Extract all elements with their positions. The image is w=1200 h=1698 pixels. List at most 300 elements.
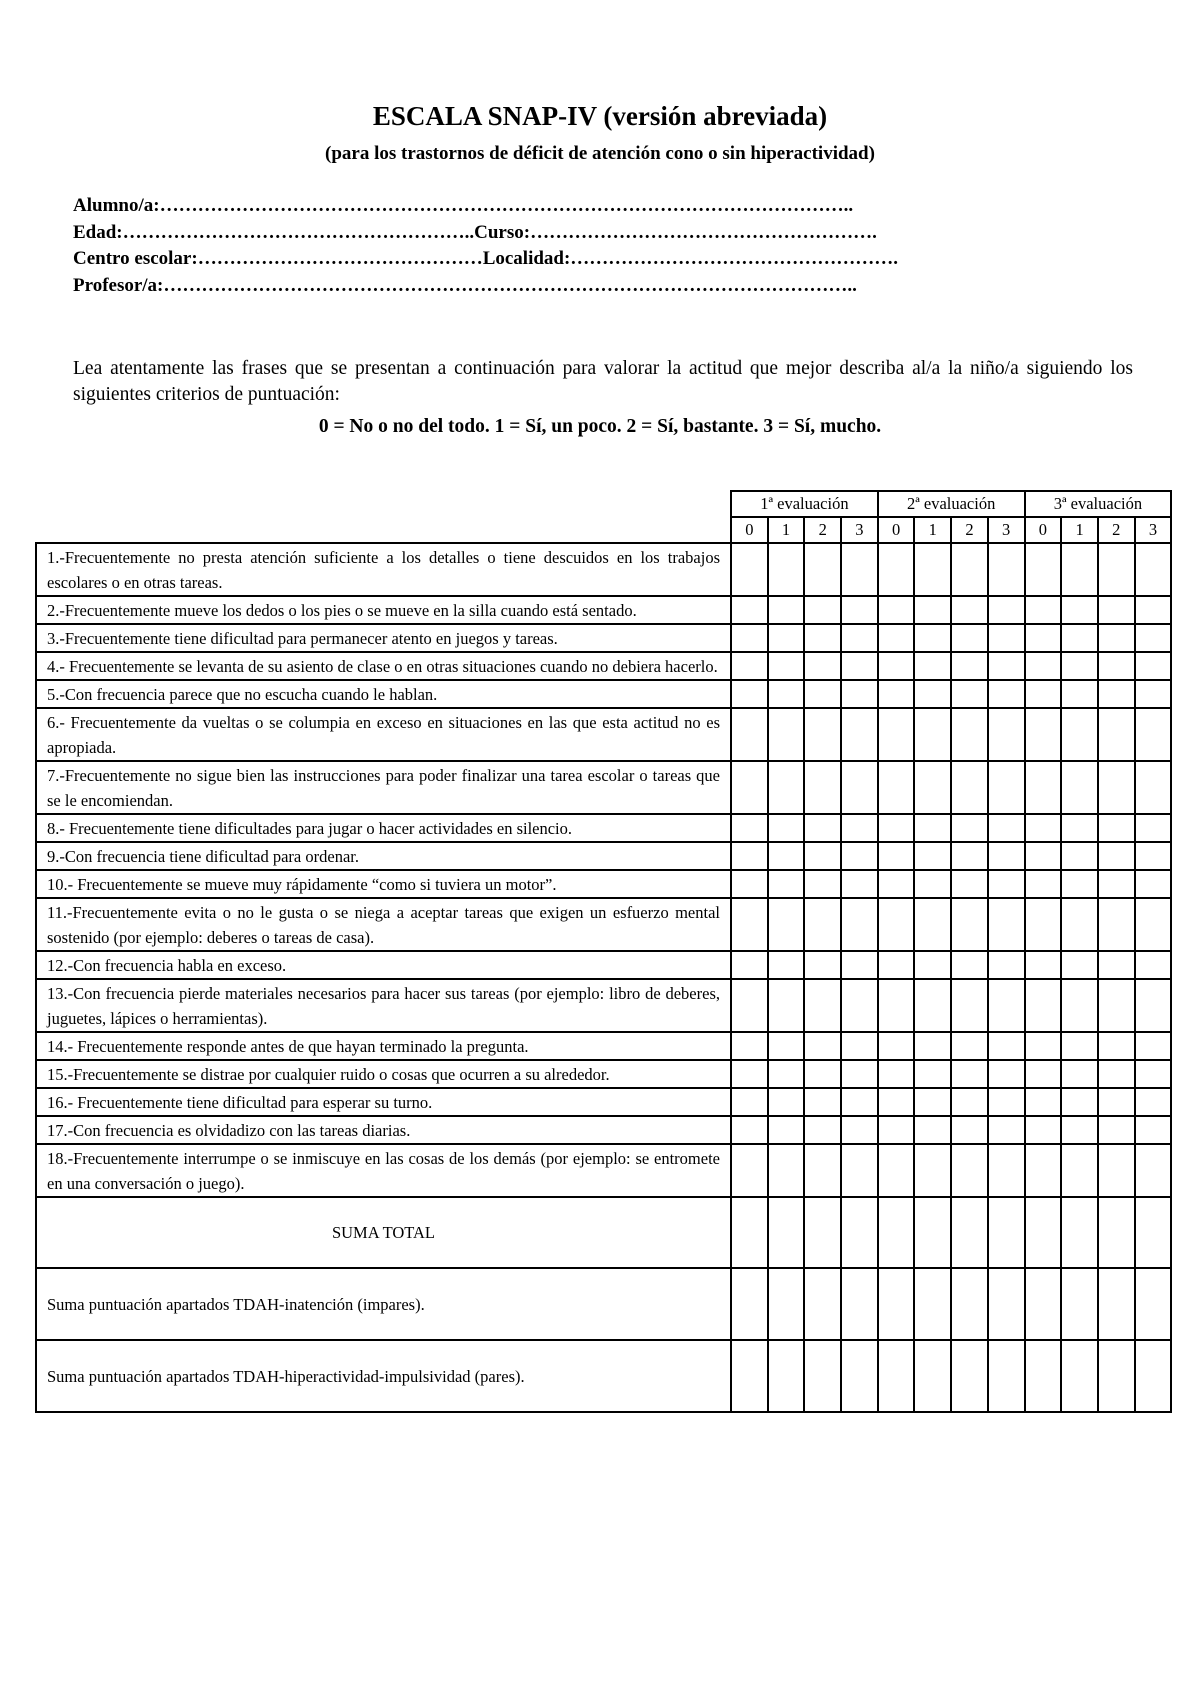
evaluation-header-row	[36, 491, 1171, 517]
score-cell[interactable]	[878, 596, 915, 624]
item-text: 12.-Con frecuencia habla en exceso.	[36, 951, 731, 979]
score-cell[interactable]	[804, 680, 841, 708]
score-cell[interactable]	[988, 652, 1025, 680]
score-cell[interactable]	[951, 1032, 988, 1060]
item-text: 6.- Frecuentemente da vueltas o se columpia en exceso en situaciones en las que esta actitud no es apropiada.	[36, 708, 731, 761]
score-cell[interactable]	[768, 596, 805, 624]
score-cell[interactable]	[1135, 624, 1172, 652]
score-cell[interactable]	[951, 979, 988, 1032]
score-cell[interactable]	[1061, 842, 1098, 870]
item-text: 8.- Frecuentemente tiene dificultades para jugar o hacer actividades en silencio.	[36, 814, 731, 842]
item-text: 4.- Frecuentemente se levanta de su asiento de clase o en otras situaciones cuando no debiera hacerlo.	[36, 652, 731, 680]
score-cell[interactable]	[768, 898, 805, 951]
score-cell[interactable]	[841, 680, 878, 708]
score-cell[interactable]	[914, 708, 951, 761]
score-cell[interactable]	[768, 624, 805, 652]
score-cell[interactable]	[951, 1116, 988, 1144]
score-cell[interactable]	[1061, 1197, 1098, 1268]
score-cell[interactable]	[804, 596, 841, 624]
score-cell[interactable]	[988, 814, 1025, 842]
score-label: 0	[878, 517, 915, 543]
score-cell[interactable]	[988, 842, 1025, 870]
score-cell[interactable]	[1135, 842, 1172, 870]
score-cell[interactable]	[1098, 1268, 1135, 1340]
score-cell[interactable]	[1135, 1116, 1172, 1144]
score-cell[interactable]	[1025, 1060, 1062, 1088]
score-cell[interactable]	[951, 814, 988, 842]
score-cell[interactable]	[1098, 1116, 1135, 1144]
score-cell[interactable]	[914, 761, 951, 814]
score-cell[interactable]	[1098, 870, 1135, 898]
score-cell[interactable]	[988, 596, 1025, 624]
score-cell[interactable]	[1025, 652, 1062, 680]
score-cell[interactable]	[1061, 951, 1098, 979]
score-cell[interactable]	[988, 898, 1025, 951]
score-cell[interactable]	[1061, 979, 1098, 1032]
score-cell[interactable]	[1135, 979, 1172, 1032]
score-cell[interactable]	[804, 870, 841, 898]
score-cell[interactable]	[878, 1144, 915, 1197]
score-cell[interactable]	[731, 1340, 768, 1412]
profesor-field[interactable]: Profesor/a:………………………………………………………………………………………………..	[73, 274, 857, 296]
score-cell[interactable]	[731, 596, 768, 624]
score-cell[interactable]	[1135, 680, 1172, 708]
score-cell[interactable]	[731, 1032, 768, 1060]
table-row	[36, 680, 1171, 708]
score-cell[interactable]	[804, 1340, 841, 1412]
score-cell[interactable]	[731, 1060, 768, 1088]
score-cell[interactable]	[988, 708, 1025, 761]
score-cell[interactable]	[1135, 708, 1172, 761]
score-cell[interactable]	[1098, 652, 1135, 680]
score-cell[interactable]	[1061, 652, 1098, 680]
score-cell[interactable]	[878, 624, 915, 652]
score-label: 1	[768, 517, 805, 543]
score-cell[interactable]	[804, 708, 841, 761]
score-cell[interactable]	[914, 1032, 951, 1060]
score-cell[interactable]	[1025, 1088, 1062, 1116]
score-cell[interactable]	[914, 979, 951, 1032]
score-cell[interactable]	[804, 1088, 841, 1116]
score-cell[interactable]	[1025, 814, 1062, 842]
score-cell[interactable]	[878, 543, 915, 596]
score-cell[interactable]	[914, 842, 951, 870]
score-cell[interactable]	[1098, 842, 1135, 870]
score-cell[interactable]	[878, 1268, 915, 1340]
score-cell[interactable]	[988, 979, 1025, 1032]
score-cell[interactable]	[804, 652, 841, 680]
score-cell[interactable]	[731, 814, 768, 842]
score-label: 2	[951, 517, 988, 543]
score-cell[interactable]	[1025, 898, 1062, 951]
score-cell[interactable]	[1061, 624, 1098, 652]
item-text: 3.-Frecuentemente tiene dificultad para permanecer atento en juegos y tareas.	[36, 624, 731, 652]
score-cell[interactable]	[841, 1088, 878, 1116]
score-cell[interactable]	[1025, 1340, 1062, 1412]
score-cell[interactable]	[1061, 898, 1098, 951]
score-cell[interactable]	[1025, 1268, 1062, 1340]
score-cell[interactable]	[951, 708, 988, 761]
table-row	[36, 951, 1171, 979]
score-cell[interactable]	[1061, 1340, 1098, 1412]
score-cell[interactable]	[1098, 814, 1135, 842]
score-cell[interactable]	[804, 951, 841, 979]
score-cell[interactable]	[914, 1144, 951, 1197]
score-cell[interactable]	[951, 870, 988, 898]
score-cell[interactable]	[768, 870, 805, 898]
score-cell[interactable]	[878, 1032, 915, 1060]
score-cell[interactable]	[1098, 543, 1135, 596]
score-cell[interactable]	[1061, 1268, 1098, 1340]
score-cell[interactable]	[1061, 1116, 1098, 1144]
score-cell[interactable]	[951, 951, 988, 979]
score-cell[interactable]	[1061, 680, 1098, 708]
score-cell[interactable]	[841, 543, 878, 596]
score-cell[interactable]	[731, 680, 768, 708]
score-cell[interactable]	[988, 1268, 1025, 1340]
score-cell[interactable]	[731, 624, 768, 652]
score-cell[interactable]	[1135, 1144, 1172, 1197]
score-cell[interactable]	[731, 1088, 768, 1116]
suma-total-label: SUMA TOTAL	[36, 1197, 731, 1268]
score-cell[interactable]	[914, 1060, 951, 1088]
score-cell[interactable]	[1135, 596, 1172, 624]
score-cell[interactable]	[768, 1268, 805, 1340]
score-cell[interactable]	[988, 1340, 1025, 1412]
score-cell[interactable]	[1025, 708, 1062, 761]
score-cell[interactable]	[768, 761, 805, 814]
score-cell[interactable]	[1025, 979, 1062, 1032]
score-cell[interactable]	[914, 1116, 951, 1144]
score-cell[interactable]	[1098, 1197, 1135, 1268]
table-row	[36, 761, 1171, 814]
score-cell[interactable]	[914, 624, 951, 652]
score-cell[interactable]	[841, 814, 878, 842]
score-cell[interactable]	[1061, 870, 1098, 898]
score-cell[interactable]	[951, 1060, 988, 1088]
score-cell[interactable]	[1135, 761, 1172, 814]
score-cell[interactable]	[804, 1060, 841, 1088]
score-cell[interactable]	[768, 951, 805, 979]
score-cell[interactable]	[878, 1088, 915, 1116]
score-cell[interactable]	[1025, 624, 1062, 652]
score-cell[interactable]	[988, 951, 1025, 979]
score-cell[interactable]	[731, 708, 768, 761]
score-cell[interactable]	[768, 708, 805, 761]
score-cell[interactable]	[951, 680, 988, 708]
score-cell[interactable]	[1061, 1032, 1098, 1060]
score-cell[interactable]	[951, 652, 988, 680]
score-cell[interactable]	[1135, 898, 1172, 951]
item-text: 16.- Frecuentemente tiene dificultad para esperar su turno.	[36, 1088, 731, 1116]
score-cell[interactable]	[768, 1088, 805, 1116]
score-cell[interactable]	[914, 1268, 951, 1340]
evaluation-1-header: 1ª evaluación	[731, 491, 878, 517]
score-cell[interactable]	[878, 708, 915, 761]
score-cell[interactable]	[914, 680, 951, 708]
score-cell[interactable]	[988, 761, 1025, 814]
centro-localidad-field[interactable]: Centro escolar:………………………………………Localidad:…………………………………………….	[73, 248, 899, 269]
score-cell[interactable]	[1025, 680, 1062, 708]
score-label: 3	[1135, 517, 1172, 543]
score-cell[interactable]	[878, 898, 915, 951]
score-cell[interactable]	[1098, 898, 1135, 951]
score-cell[interactable]	[1098, 680, 1135, 708]
score-cell[interactable]	[1025, 951, 1062, 979]
score-cell[interactable]	[914, 870, 951, 898]
table-row	[36, 1144, 1171, 1197]
score-cell[interactable]	[1135, 1060, 1172, 1088]
score-cell[interactable]	[804, 1144, 841, 1197]
score-cell[interactable]	[768, 1116, 805, 1144]
score-cell[interactable]	[768, 1197, 805, 1268]
table-row	[36, 652, 1171, 680]
score-cell[interactable]	[804, 1268, 841, 1340]
score-cell[interactable]	[1098, 1144, 1135, 1197]
score-cell[interactable]	[841, 652, 878, 680]
score-cell[interactable]	[768, 1060, 805, 1088]
score-cell[interactable]	[951, 1197, 988, 1268]
score-cell[interactable]	[731, 1197, 768, 1268]
score-cell[interactable]	[1025, 1032, 1062, 1060]
score-cell[interactable]	[804, 761, 841, 814]
score-cell[interactable]	[1098, 1060, 1135, 1088]
score-cell[interactable]	[841, 596, 878, 624]
score-cell[interactable]	[841, 1340, 878, 1412]
score-cell[interactable]	[1135, 1340, 1172, 1412]
score-cell[interactable]	[951, 543, 988, 596]
score-cell[interactable]	[951, 596, 988, 624]
score-cell[interactable]	[1098, 1088, 1135, 1116]
score-cell[interactable]	[1098, 1032, 1135, 1060]
score-cell[interactable]	[804, 979, 841, 1032]
score-cell[interactable]	[1025, 761, 1062, 814]
score-cell[interactable]	[841, 951, 878, 979]
score-cell[interactable]	[988, 1197, 1025, 1268]
page-title: ESCALA SNAP-IV (versión abreviada)	[372, 101, 828, 131]
score-cell[interactable]	[951, 842, 988, 870]
score-cell[interactable]	[768, 842, 805, 870]
score-cell[interactable]	[841, 1032, 878, 1060]
score-cell[interactable]	[1061, 596, 1098, 624]
score-cell[interactable]	[731, 543, 768, 596]
score-cell[interactable]	[1098, 624, 1135, 652]
score-cell[interactable]	[988, 1060, 1025, 1088]
score-cell[interactable]	[951, 898, 988, 951]
score-cell[interactable]	[1061, 708, 1098, 761]
item-text: 7.-Frecuentemente no sigue bien las instrucciones para poder finalizar una tarea escolar o tareas que se le encomiendan.	[36, 761, 731, 814]
score-cell[interactable]	[1098, 951, 1135, 979]
item-text: 14.- Frecuentemente responde antes de que hayan terminado la pregunta.	[36, 1032, 731, 1060]
evaluation-3-header: 3ª evaluación	[1025, 491, 1172, 517]
score-cell[interactable]	[841, 842, 878, 870]
score-cell[interactable]	[731, 761, 768, 814]
score-cell[interactable]	[878, 979, 915, 1032]
score-cell[interactable]	[1135, 951, 1172, 979]
item-text: 10.- Frecuentemente se mueve muy rápidamente “como si tuviera un motor”.	[36, 870, 731, 898]
score-cell[interactable]	[878, 1197, 915, 1268]
score-cell[interactable]	[914, 1340, 951, 1412]
page-subtitle: (para los trastornos de déficit de atención cono o sin hiperactividad)	[325, 143, 875, 164]
score-cell[interactable]	[878, 680, 915, 708]
score-cell[interactable]	[878, 761, 915, 814]
score-cell[interactable]	[841, 1060, 878, 1088]
score-cell[interactable]	[1135, 1268, 1172, 1340]
table-row	[36, 842, 1171, 870]
suma-inatencion-label: Suma puntuación apartados TDAH-inatención (impares).	[36, 1268, 731, 1340]
score-cell[interactable]	[988, 1144, 1025, 1197]
score-cell[interactable]	[768, 979, 805, 1032]
score-cell[interactable]	[951, 1144, 988, 1197]
score-cell[interactable]	[731, 1144, 768, 1197]
score-cell[interactable]	[878, 814, 915, 842]
score-cell[interactable]	[804, 898, 841, 951]
score-cell[interactable]	[804, 842, 841, 870]
table-row	[36, 1032, 1171, 1060]
score-cell[interactable]	[768, 652, 805, 680]
score-label: 0	[1025, 517, 1062, 543]
score-cell[interactable]	[841, 708, 878, 761]
score-cell[interactable]	[841, 1197, 878, 1268]
score-cell[interactable]	[914, 543, 951, 596]
score-cell[interactable]	[878, 870, 915, 898]
score-cell[interactable]	[1025, 1197, 1062, 1268]
score-cell[interactable]	[1098, 708, 1135, 761]
score-cell[interactable]	[731, 870, 768, 898]
score-cell[interactable]	[1025, 1116, 1062, 1144]
score-cell[interactable]	[914, 1088, 951, 1116]
score-cell[interactable]	[768, 1144, 805, 1197]
score-cell[interactable]	[731, 652, 768, 680]
score-cell[interactable]	[804, 1197, 841, 1268]
score-cell[interactable]	[1135, 543, 1172, 596]
score-cell[interactable]	[841, 624, 878, 652]
score-cell[interactable]	[951, 761, 988, 814]
score-cell[interactable]	[1061, 761, 1098, 814]
score-cell[interactable]	[1098, 596, 1135, 624]
score-cell[interactable]	[1135, 814, 1172, 842]
score-cell[interactable]	[878, 652, 915, 680]
score-cell[interactable]	[768, 1032, 805, 1060]
score-cell[interactable]	[731, 979, 768, 1032]
score-cell[interactable]	[878, 951, 915, 979]
score-cell[interactable]	[1098, 1340, 1135, 1412]
score-cell[interactable]	[768, 543, 805, 596]
score-cell[interactable]	[914, 898, 951, 951]
score-header-row	[36, 517, 1171, 543]
score-cell[interactable]	[841, 761, 878, 814]
score-cell[interactable]	[1098, 761, 1135, 814]
score-cell[interactable]	[951, 1340, 988, 1412]
score-cell[interactable]	[1061, 1060, 1098, 1088]
score-cell[interactable]	[1135, 1088, 1172, 1116]
score-cell[interactable]	[841, 1268, 878, 1340]
score-cell[interactable]	[731, 842, 768, 870]
score-cell[interactable]	[914, 652, 951, 680]
score-cell[interactable]	[768, 680, 805, 708]
item-text: 17.-Con frecuencia es olvidadizo con las tareas diarias.	[36, 1116, 731, 1144]
summary-row	[36, 1197, 1171, 1268]
table-row	[36, 596, 1171, 624]
score-cell[interactable]	[988, 624, 1025, 652]
score-cell[interactable]	[841, 870, 878, 898]
item-text: 5.-Con frecuencia parece que no escucha cuando le hablan.	[36, 680, 731, 708]
score-cell[interactable]	[1025, 870, 1062, 898]
score-cell[interactable]	[804, 1116, 841, 1144]
score-cell[interactable]	[878, 1340, 915, 1412]
score-cell[interactable]	[1135, 1032, 1172, 1060]
header-blank	[36, 517, 731, 543]
score-cell[interactable]	[804, 814, 841, 842]
table-row	[36, 979, 1171, 1032]
score-cell[interactable]	[1025, 1144, 1062, 1197]
score-cell[interactable]	[914, 596, 951, 624]
score-cell[interactable]	[804, 1032, 841, 1060]
score-cell[interactable]	[988, 1116, 1025, 1144]
student-fields	[73, 193, 1133, 299]
instructions-text: Lea atentamente las frases que se presentan a continuación para valorar la actitud que mejor describa al/a la niño/a siguiendo los siguientes criterios de puntuación:	[73, 358, 1133, 405]
score-cell[interactable]	[951, 1088, 988, 1116]
score-label: 3	[988, 517, 1025, 543]
score-cell[interactable]	[731, 1116, 768, 1144]
score-cell[interactable]	[1061, 1088, 1098, 1116]
score-cell[interactable]	[988, 870, 1025, 898]
edad-curso-field[interactable]: Edad:………………………………………………..Curso:……………………………………………….	[73, 221, 877, 243]
score-cell[interactable]	[841, 1116, 878, 1144]
score-cell[interactable]	[951, 624, 988, 652]
score-cell[interactable]	[878, 1060, 915, 1088]
score-cell[interactable]	[951, 1268, 988, 1340]
table-row	[36, 1060, 1171, 1088]
score-cell[interactable]	[914, 1197, 951, 1268]
score-cell[interactable]	[731, 951, 768, 979]
score-cell[interactable]	[841, 898, 878, 951]
score-cell[interactable]	[914, 814, 951, 842]
suma-hiperactividad-label: Suma puntuación apartados TDAH-hiperactividad-impulsividad (pares).	[36, 1340, 731, 1412]
score-cell[interactable]	[804, 543, 841, 596]
item-text: 1.-Frecuentemente no presta atención suficiente a los detalles o tiene descuidos en los trabajos escolares o en otras tareas.	[36, 543, 731, 596]
score-cell[interactable]	[988, 680, 1025, 708]
score-cell[interactable]	[1061, 1144, 1098, 1197]
score-cell[interactable]	[1025, 842, 1062, 870]
score-cell[interactable]	[1135, 870, 1172, 898]
score-cell[interactable]	[1135, 1197, 1172, 1268]
table-row	[36, 1116, 1171, 1144]
item-text: 2.-Frecuentemente mueve los dedos o los pies o se mueve en la silla cuando está sentado.	[36, 596, 731, 624]
score-cell[interactable]	[988, 1032, 1025, 1060]
score-cell[interactable]	[1135, 652, 1172, 680]
score-cell[interactable]	[878, 1116, 915, 1144]
score-cell[interactable]	[988, 1088, 1025, 1116]
score-cell[interactable]	[768, 1340, 805, 1412]
score-cell[interactable]	[914, 951, 951, 979]
score-cell[interactable]	[731, 1268, 768, 1340]
score-cell[interactable]	[878, 842, 915, 870]
score-cell[interactable]	[1025, 543, 1062, 596]
score-cell[interactable]	[1025, 596, 1062, 624]
score-cell[interactable]	[1061, 543, 1098, 596]
score-cell[interactable]	[1098, 979, 1135, 1032]
score-cell[interactable]	[804, 624, 841, 652]
score-cell[interactable]	[988, 543, 1025, 596]
score-cell[interactable]	[768, 814, 805, 842]
score-cell[interactable]	[731, 898, 768, 951]
score-cell[interactable]	[1061, 814, 1098, 842]
alumno-field[interactable]: Alumno/a:………………………………………………………………………………………………..	[73, 195, 854, 216]
score-cell[interactable]	[841, 1144, 878, 1197]
scoring-criteria: 0 = No o no del todo. 1 = Sí, un poco. 2 = Sí, bastante. 3 = Sí, mucho.	[318, 416, 882, 437]
score-cell[interactable]	[841, 979, 878, 1032]
